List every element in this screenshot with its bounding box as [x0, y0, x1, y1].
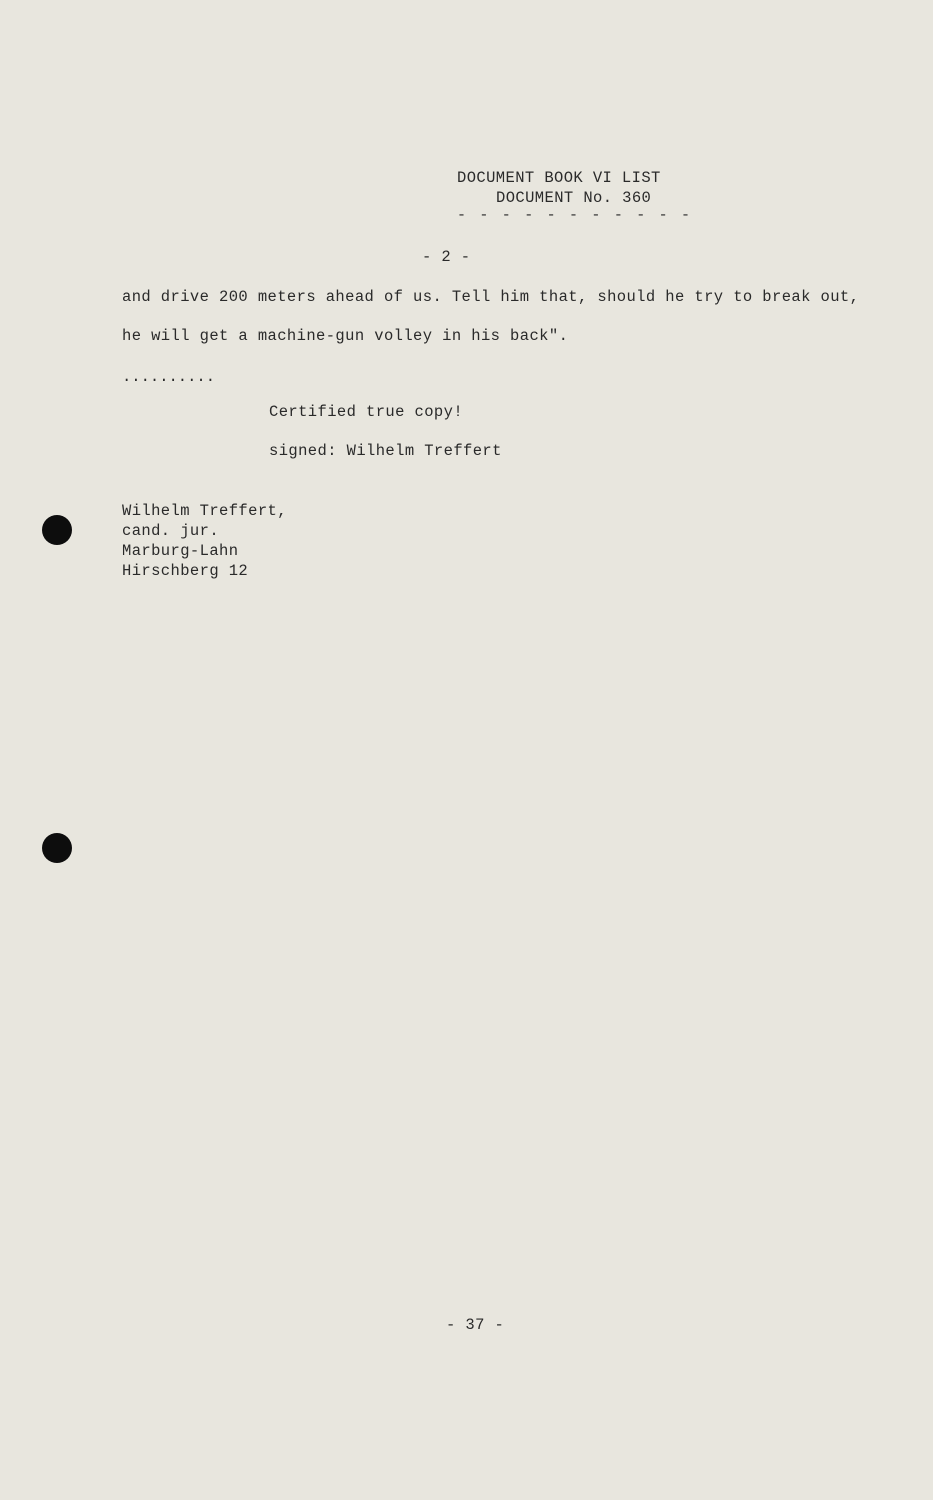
header-dashed-rule: - - - - - - - - - - -: [457, 207, 693, 224]
address-title: cand. jur.: [122, 522, 220, 540]
certified-true-copy: Certified true copy!: [269, 403, 464, 421]
body-text-line-2: he will get a machine-gun volley in his back".: [122, 327, 569, 345]
body-text-line-1: and drive 200 meters ahead of us. Tell him that, should he try to break out,: [122, 288, 860, 306]
signature-line: signed: Wilhelm Treffert: [269, 442, 502, 460]
address-city: Marburg-Lahn: [122, 542, 239, 560]
document-number-heading: DOCUMENT No. 360: [496, 189, 652, 207]
address-name: Wilhelm Treffert,: [122, 502, 287, 520]
ellipsis-dots: ..........: [122, 368, 216, 386]
punch-hole-bottom: [42, 833, 72, 863]
address-street: Hirschberg 12: [122, 562, 249, 580]
page-number-bottom: - 37 -: [446, 1316, 505, 1334]
punch-hole-top: [42, 515, 72, 545]
page-number-top: - 2 -: [422, 248, 471, 266]
document-book-heading: DOCUMENT BOOK VI LIST: [457, 169, 661, 187]
